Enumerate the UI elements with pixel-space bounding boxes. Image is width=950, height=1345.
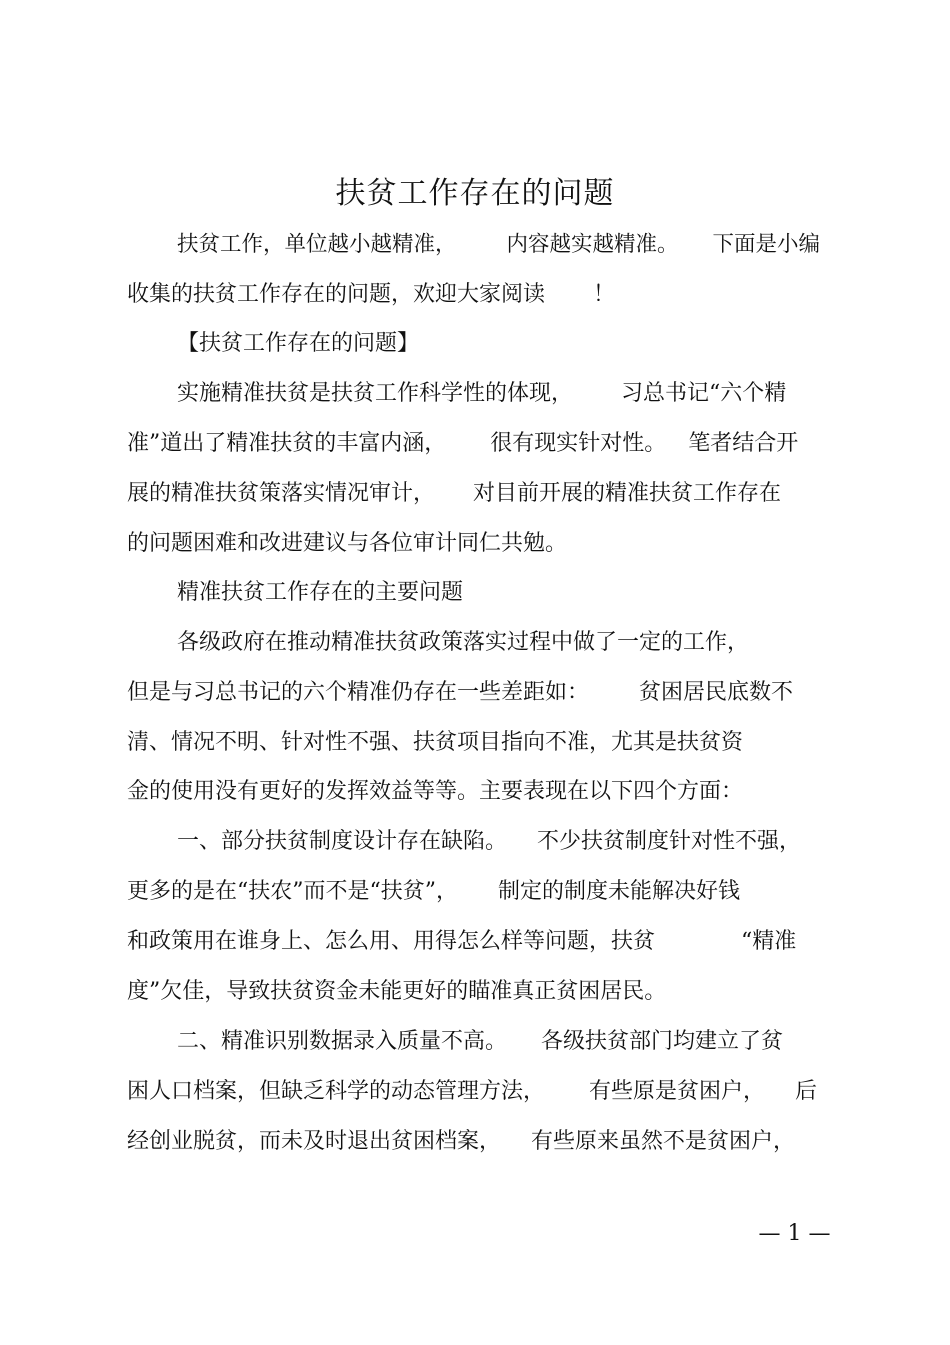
text-segment: 展的精准扶贫策落实情况审计， <box>127 481 436 506</box>
paragraph-line <box>127 975 832 1009</box>
text-segment: 扶贫工作，单位越小越精准， <box>177 232 457 257</box>
text-segment: 困人口档案，但缺乏科学的动态管理方法， <box>127 1079 546 1104</box>
text-segment: 不少扶贫制度针对性不强， <box>537 829 802 854</box>
section-heading <box>177 576 832 610</box>
text-segment: 对目前开展的精准扶贫工作存在 <box>473 481 782 506</box>
paragraph-line <box>127 875 832 909</box>
text-segment: 精准扶贫工作存在的主要问题 <box>177 580 464 605</box>
paragraph-line <box>127 427 832 461</box>
text-segment: 下面是小编 <box>712 232 821 257</box>
text-segment: 后 <box>795 1079 818 1104</box>
section-heading <box>177 327 832 361</box>
text-segment: 二、精准识别数据录入质量不高。 <box>177 1029 508 1054</box>
paragraph-line <box>127 726 832 760</box>
text-segment: 各级扶贫部门均建立了贫 <box>541 1029 784 1054</box>
text-segment: 有些原是贫困户， <box>589 1079 766 1104</box>
text-segment: 更多的是在“扶农”而不是“扶贫”， <box>127 879 458 904</box>
text-segment: 清、情况不明、针对性不强、扶贫项目指向不准，尤其是扶贫资 <box>127 730 744 755</box>
text-segment: 实施精准扶贫是扶贫工作科学性的体现， <box>177 381 574 406</box>
paragraph-line <box>127 278 832 312</box>
paragraph-line <box>127 1075 832 1109</box>
text-segment: “精准 <box>741 929 797 954</box>
text-segment: 准”道出了精准扶贫的丰富内涵， <box>127 431 447 456</box>
text-segment: 但是与习总书记的六个精准仍存在一些差距如： <box>127 680 590 705</box>
paragraph-line <box>177 825 832 859</box>
text-segment: 贫困居民底数不 <box>639 680 794 705</box>
paragraph-line <box>127 477 832 511</box>
document-title: 扶贫工作存在的问题 <box>335 176 615 211</box>
paragraph-line <box>127 925 832 959</box>
text-segment: 一、部分扶贫制度设计存在缺陷。 <box>177 829 508 854</box>
paragraph-line <box>177 1025 832 1059</box>
text-segment: 金的使用没有更好的发挥效益等等。主要表现在以下四个方面： <box>127 779 744 804</box>
paragraph-line <box>177 228 832 262</box>
paragraph-line <box>177 377 832 411</box>
paragraph-line <box>127 527 832 561</box>
text-segment: 习总书记“六个精 <box>621 381 787 406</box>
text-segment: 有些原来虽然不是贫困户， <box>531 1129 796 1154</box>
paragraph-line <box>127 676 832 710</box>
text-segment: 的问题困难和改进建议与各位审计同仁共勉。 <box>127 531 568 556</box>
text-segment: 很有现实针对性。 <box>490 431 667 456</box>
text-segment: 制定的制度未能解决好钱 <box>498 879 741 904</box>
text-segment: 各级政府在推动精准扶贫政策落实过程中做了一定的工作， <box>177 630 750 655</box>
text-segment: 内容越实越精准。 <box>506 232 679 257</box>
text-segment: 收集的扶贫工作存在的问题，欢迎大家阅读 <box>127 282 546 307</box>
paragraph-line <box>177 626 832 660</box>
paragraph-line <box>127 775 832 809</box>
page-number: — 1 — <box>758 1221 831 1246</box>
text-segment: 经创业脱贫，而未及时退出贫困档案， <box>127 1129 502 1154</box>
text-segment: 和政策用在谁身上、怎么用、用得怎么样等问题，扶贫 <box>127 929 656 954</box>
text-segment: ！ <box>593 282 616 307</box>
text-segment: 笔者结合开 <box>688 431 799 456</box>
text-segment: 度”欠佳，导致扶贫资金未能更好的瞄准真正贫困居民。 <box>127 979 667 1004</box>
text-segment: 【扶贫工作存在的问题】 <box>177 331 420 356</box>
paragraph-line <box>127 1125 832 1159</box>
